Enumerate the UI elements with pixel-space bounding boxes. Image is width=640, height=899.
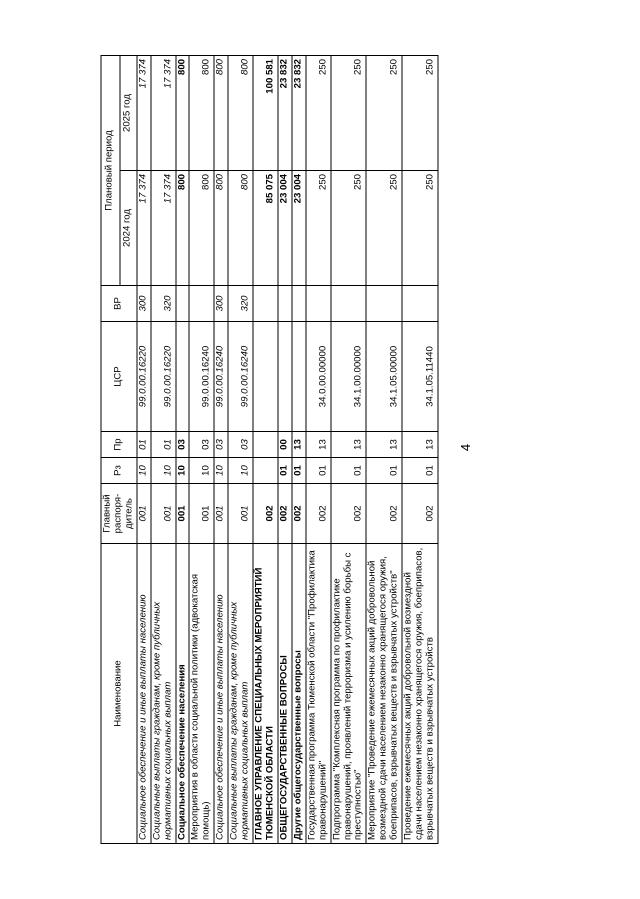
cell-vr [331,285,367,321]
cell-y2025: 23 832 [292,55,306,170]
cell-csr [176,321,190,431]
cell-pr [253,431,278,457]
table-row [189,55,214,843]
cell-y2025: 17 374 [151,55,176,170]
budget-table [101,55,439,844]
cell-rz: 01 [331,457,367,483]
cell-csr [278,321,292,431]
cell-admin: 001 [137,483,151,543]
cell-y2025: 17 374 [137,55,151,170]
cell-vr: 320 [228,285,253,321]
cell-rz: 10 [228,457,253,483]
cell-y2025: 100 581 [253,55,278,170]
cell-pr: 01 [151,431,176,457]
cell-y2025: 800 [189,55,214,170]
cell-y2024: 800 [214,170,228,285]
header-year-2024: 2024 год [120,170,137,285]
cell-y2025: 800 [214,55,228,170]
cell-vr [176,285,190,321]
cell-rz: 10 [176,457,190,483]
cell-name: ОБЩЕГОСУДАРСТВЕННЫЕ ВОПРОСЫ [278,543,292,843]
cell-csr: 99.0.00.16240 [214,321,228,431]
table-row [253,55,278,843]
cell-rz: 01 [306,457,331,483]
cell-vr [278,285,292,321]
cell-name: Социальные выплаты гражданам, кроме публичных нормативных социальных выплат [228,543,253,843]
cell-name: Социальное обеспечение населения [176,543,190,843]
cell-pr: 13 [366,431,402,457]
header-csr: ЦСР [101,321,137,431]
header-name: Наименование [101,543,137,843]
cell-rz: 10 [151,457,176,483]
cell-admin: 001 [151,483,176,543]
cell-csr: 99.0.00.16240 [228,321,253,431]
cell-pr: 13 [402,431,438,457]
cell-name: Мероприятие "Проведение ежемесячных акций добровольной возмездной сдачи населением незаконно хранящегося оружия, боеприпасов, взрывчатых веществ и взрывчатых устройств" [366,543,402,843]
cell-pr: 13 [331,431,367,457]
cell-y2024: 250 [366,170,402,285]
cell-admin: 002 [306,483,331,543]
cell-rz: 10 [189,457,214,483]
cell-admin: 002 [366,483,402,543]
cell-y2025: 250 [366,55,402,170]
cell-y2024: 85 075 [253,170,278,285]
table-row [366,55,402,843]
cell-admin: 001 [189,483,214,543]
cell-y2024: 23 004 [292,170,306,285]
cell-y2025: 23 832 [278,55,292,170]
cell-csr: 34.1.00.00000 [331,321,367,431]
cell-admin: 002 [331,483,367,543]
cell-name: Государственная программа Тюменской области "Профилактика правонарушений" [306,543,331,843]
cell-y2025: 800 [176,55,190,170]
header-rz: Рз [101,457,137,483]
cell-name: ГЛАВНОЕ УПРАВЛЕНИЕ СПЕЦИАЛЬНЫХ МЕРОПРИЯТИЙ ТЮМЕНСКОЙ ОБЛАСТИ [253,543,278,843]
cell-name: Другие общегосударственные вопросы [292,543,306,843]
cell-y2025: 250 [331,55,367,170]
cell-admin: 002 [292,483,306,543]
cell-pr: 01 [137,431,151,457]
cell-y2024: 17 374 [151,170,176,285]
table-row [214,55,228,843]
cell-y2024: 800 [176,170,190,285]
cell-vr [253,285,278,321]
table-row [306,55,331,843]
cell-rz: 01 [278,457,292,483]
table-row [292,55,306,843]
cell-csr: 99.0.00.16220 [151,321,176,431]
cell-y2025: 250 [402,55,438,170]
cell-vr: 300 [137,285,151,321]
cell-name: Социальное обеспечение и иные выплаты населению [214,543,228,843]
cell-vr: 300 [214,285,228,321]
cell-csr: 99.0.00.16240 [189,321,214,431]
table-row [151,55,176,843]
cell-vr [306,285,331,321]
header-pr: Пр [101,431,137,457]
cell-vr [366,285,402,321]
cell-rz [253,457,278,483]
cell-y2024: 250 [331,170,367,285]
cell-admin: 002 [278,483,292,543]
cell-pr: 13 [292,431,306,457]
cell-rz: 01 [292,457,306,483]
cell-admin: 001 [228,483,253,543]
cell-pr: 00 [278,431,292,457]
cell-y2024: 17 374 [137,170,151,285]
cell-csr: 34.1.05.00000 [366,321,402,431]
cell-name: Социальное обеспечение и иные выплаты населению [137,543,151,843]
header-plan-period: Плановый период [101,55,120,285]
cell-rz: 10 [214,457,228,483]
table-row [228,55,253,843]
cell-name: Социальные выплаты гражданам, кроме публичных нормативных социальных выплат [151,543,176,843]
cell-y2024: 250 [402,170,438,285]
cell-name: Мероприятия в области социальной политики (адвокатская помощь) [189,543,214,843]
cell-csr [253,321,278,431]
cell-name: Подпрограмма "Комплексная программа по профилактике правонарушений, проявлений терроризма и усилению борьбы с преступностью" [331,543,367,843]
cell-rz: 10 [137,457,151,483]
cell-rz: 01 [402,457,438,483]
cell-csr [292,321,306,431]
table-row [402,55,438,843]
header-vr: ВР [101,285,137,321]
cell-rz: 01 [366,457,402,483]
cell-y2025: 250 [306,55,331,170]
cell-y2024: 800 [189,170,214,285]
cell-vr [292,285,306,321]
cell-csr: 34.1.05.11440 [402,321,438,431]
cell-name: Проведение ежемесячных акций добровольной возмездной сдачи населением незаконно хранящегося оружия, боеприпасов, взрывчатых веществ и взрывчатых устройств [402,543,438,843]
cell-csr: 34.0.00.00000 [306,321,331,431]
cell-pr: 03 [176,431,190,457]
cell-y2024: 250 [306,170,331,285]
cell-admin: 002 [253,483,278,543]
cell-pr: 03 [189,431,214,457]
table-row [278,55,292,843]
page-number: 4 [458,443,474,452]
header-admin: Главный распоря-дитель [101,483,137,543]
cell-vr [402,285,438,321]
cell-pr: 03 [228,431,253,457]
cell-admin: 001 [214,483,228,543]
table-row [331,55,367,843]
cell-y2024: 800 [228,170,253,285]
cell-pr: 13 [306,431,331,457]
cell-admin: 001 [176,483,190,543]
cell-admin: 002 [402,483,438,543]
cell-vr [189,285,214,321]
table-row [176,55,190,843]
table-row [137,55,151,843]
cell-y2025: 800 [228,55,253,170]
cell-csr: 99.0.00.16220 [137,321,151,431]
cell-y2024: 23 004 [278,170,292,285]
cell-pr: 03 [214,431,228,457]
cell-vr: 320 [151,285,176,321]
rotated-table-area [101,56,540,844]
header-year-2025: 2025 год [120,55,137,170]
